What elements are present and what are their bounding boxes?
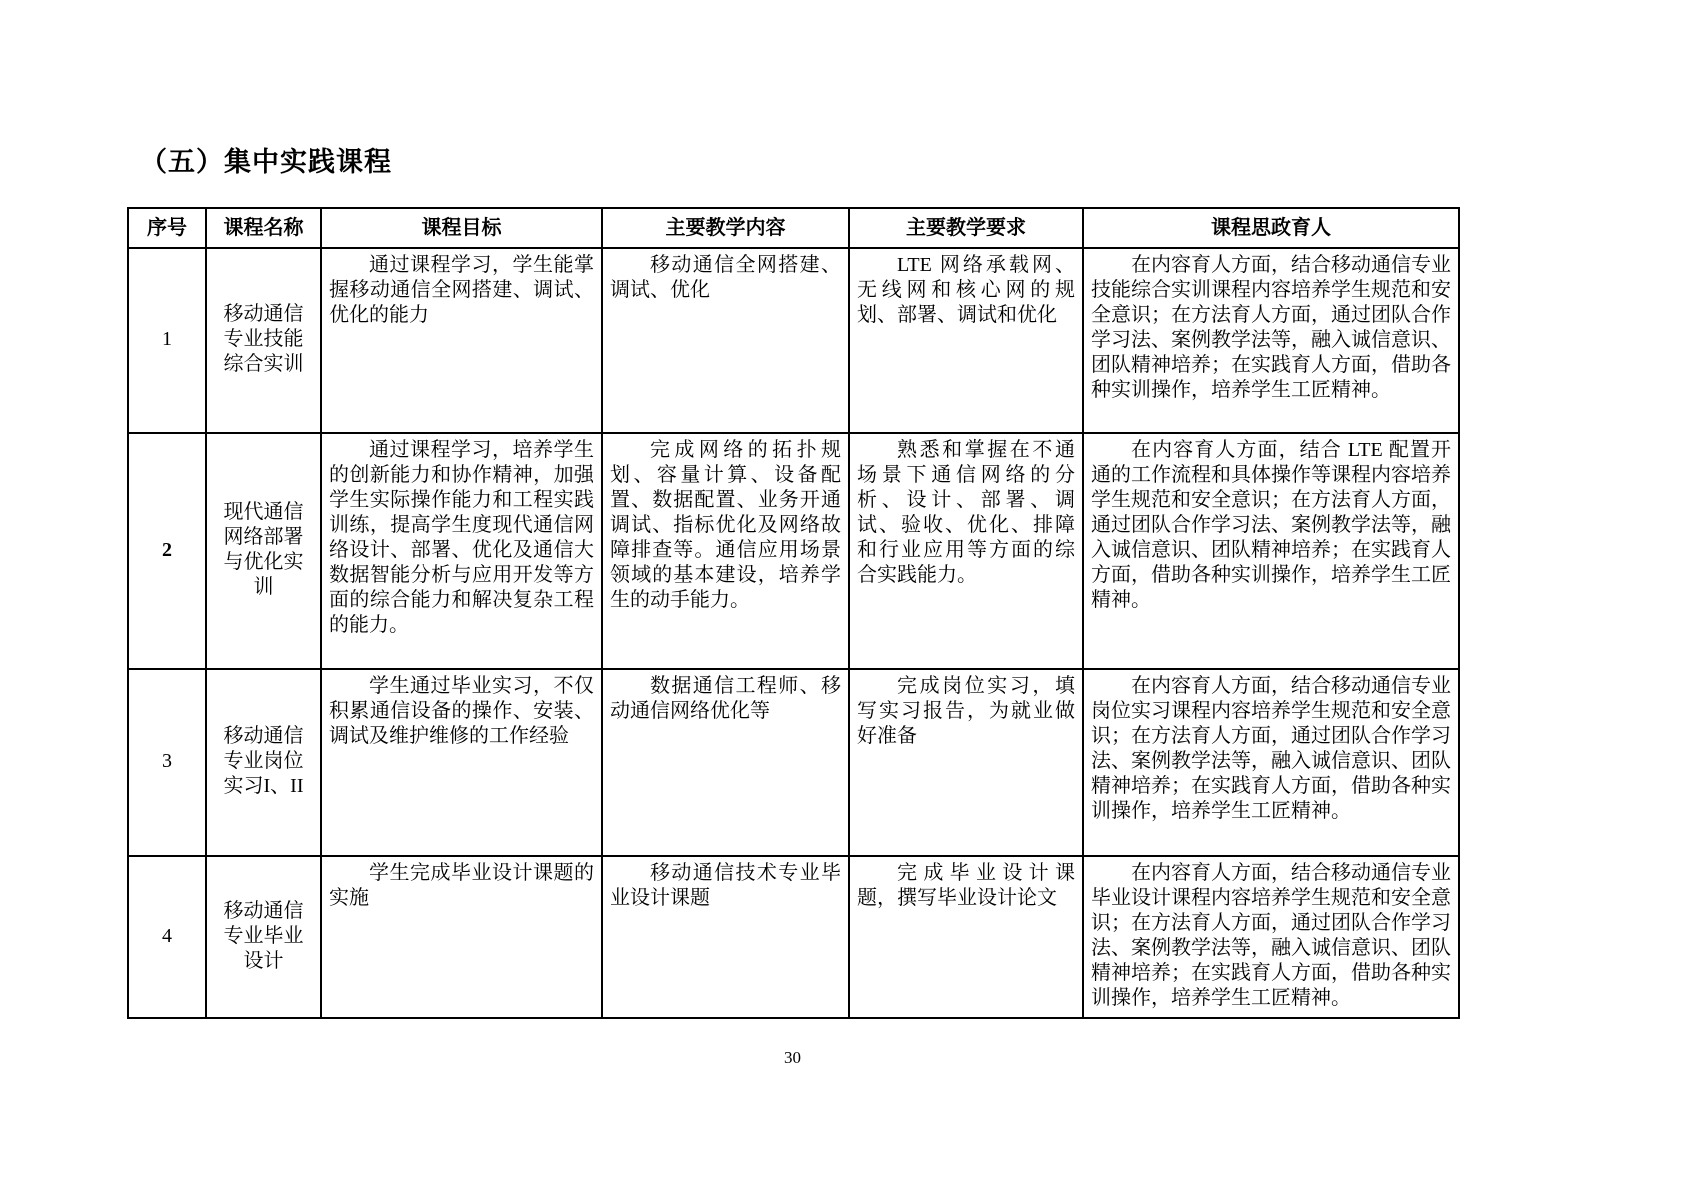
course-goal-cell: 学生完成毕业设计课题的实施 [321, 856, 602, 1018]
table-row [128, 433, 1459, 669]
table-header-row [128, 208, 1459, 248]
section-title: （五）集中实践课程 [140, 147, 392, 177]
teaching-content-cell: 移动通信技术专业毕业设计课题 [602, 856, 849, 1018]
table-row [128, 856, 1459, 1018]
ideology-cell: 在内容育人方面，结合移动通信专业技能综合实训课程内容培养学生规范和安全意识；在方法育人方面，通过团队合作学习法、案例教学法等，融入诚信意识、团队精神培养；在实践育人方面，借助各种实训操作，培养学生工匠精神。 [1083, 248, 1459, 433]
practice-course-table [127, 207, 1460, 1019]
ideology-cell: 在内容育人方面，结合移动通信专业岗位实习课程内容培养学生规范和安全意识；在方法育人方面，通过团队合作学习法、案例教学法等，融入诚信意识、团队精神培养；在实践育人方面，借助各种实训操作，培养学生工匠精神。 [1083, 669, 1459, 856]
row-number-cell: 1 [128, 248, 206, 433]
page-number: 30 [784, 1048, 801, 1067]
header-course-name: 课程名称 [206, 208, 321, 248]
header-course-goal: 课程目标 [321, 208, 602, 248]
row-number-cell: 3 [128, 669, 206, 856]
header-num: 序号 [128, 208, 206, 248]
course-name-cell: 移动通信专业技能综合实训 [206, 248, 321, 433]
header-ideology: 课程思政育人 [1083, 208, 1459, 248]
ideology-cell: 在内容育人方面，结合移动通信专业毕业设计课程内容培养学生规范和安全意识；在方法育人方面，通过团队合作学习法、案例教学法等，融入诚信意识、团队精神培养；在实践育人方面，借助各种实训操作，培养学生工匠精神。 [1083, 856, 1459, 1018]
header-teaching-requirement: 主要教学要求 [849, 208, 1083, 248]
teaching-requirement-cell: 熟悉和掌握在不通场景下通信网络的分析、设计、部署、调试、验收、优化、排障和行业应用等方面的综合实践能力。 [849, 433, 1083, 669]
course-name-cell: 移动通信专业岗位实习I、II [206, 669, 321, 856]
teaching-requirement-cell: LTE 网络承载网、无线网和核心网的规划、部署、调试和优化 [849, 248, 1083, 433]
row-number-cell: 2 [128, 433, 206, 669]
teaching-requirement-cell: 完成毕业设计课题，撰写毕业设计论文 [849, 856, 1083, 1018]
teaching-content-cell: 完成网络的拓扑规划、容量计算、设备配置、数据配置、业务开通调试、指标优化及网络故障排查等。通信应用场景领域的基本建设，培养学生的动手能力。 [602, 433, 849, 669]
table-row [128, 248, 1459, 433]
table-row [128, 669, 1459, 856]
ideology-cell: 在内容育人方面，结合 LTE 配置开通的工作流程和具体操作等课程内容培养学生规范和安全意识；在方法育人方面，通过团队合作学习法、案例教学法等，融入诚信意识、团队精神培养；在实践育人方面，借助各种实训操作，培养学生工匠精神。 [1083, 433, 1459, 669]
course-goal-cell: 通过课程学习，学生能掌握移动通信全网搭建、调试、优化的能力 [321, 248, 602, 433]
teaching-content-cell: 移动通信全网搭建、调试、优化 [602, 248, 849, 433]
course-name-cell: 移动通信专业毕业设计 [206, 856, 321, 1018]
row-number-cell: 4 [128, 856, 206, 1018]
course-goal-cell: 学生通过毕业实习，不仅积累通信设备的操作、安装、调试及维护维修的工作经验 [321, 669, 602, 856]
header-teaching-content: 主要教学内容 [602, 208, 849, 248]
teaching-content-cell: 数据通信工程师、移动通信网络优化等 [602, 669, 849, 856]
course-name-cell: 现代通信网络部署与优化实训 [206, 433, 321, 669]
teaching-requirement-cell: 完成岗位实习，填写实习报告，为就业做好准备 [849, 669, 1083, 856]
course-goal-cell: 通过课程学习，培养学生的创新能力和协作精神，加强学生实际操作能力和工程实践训练，提高学生度现代通信网络设计、部署、优化及通信大数据智能分析与应用开发等方面的综合能力和解决复杂工程的能力。 [321, 433, 602, 669]
